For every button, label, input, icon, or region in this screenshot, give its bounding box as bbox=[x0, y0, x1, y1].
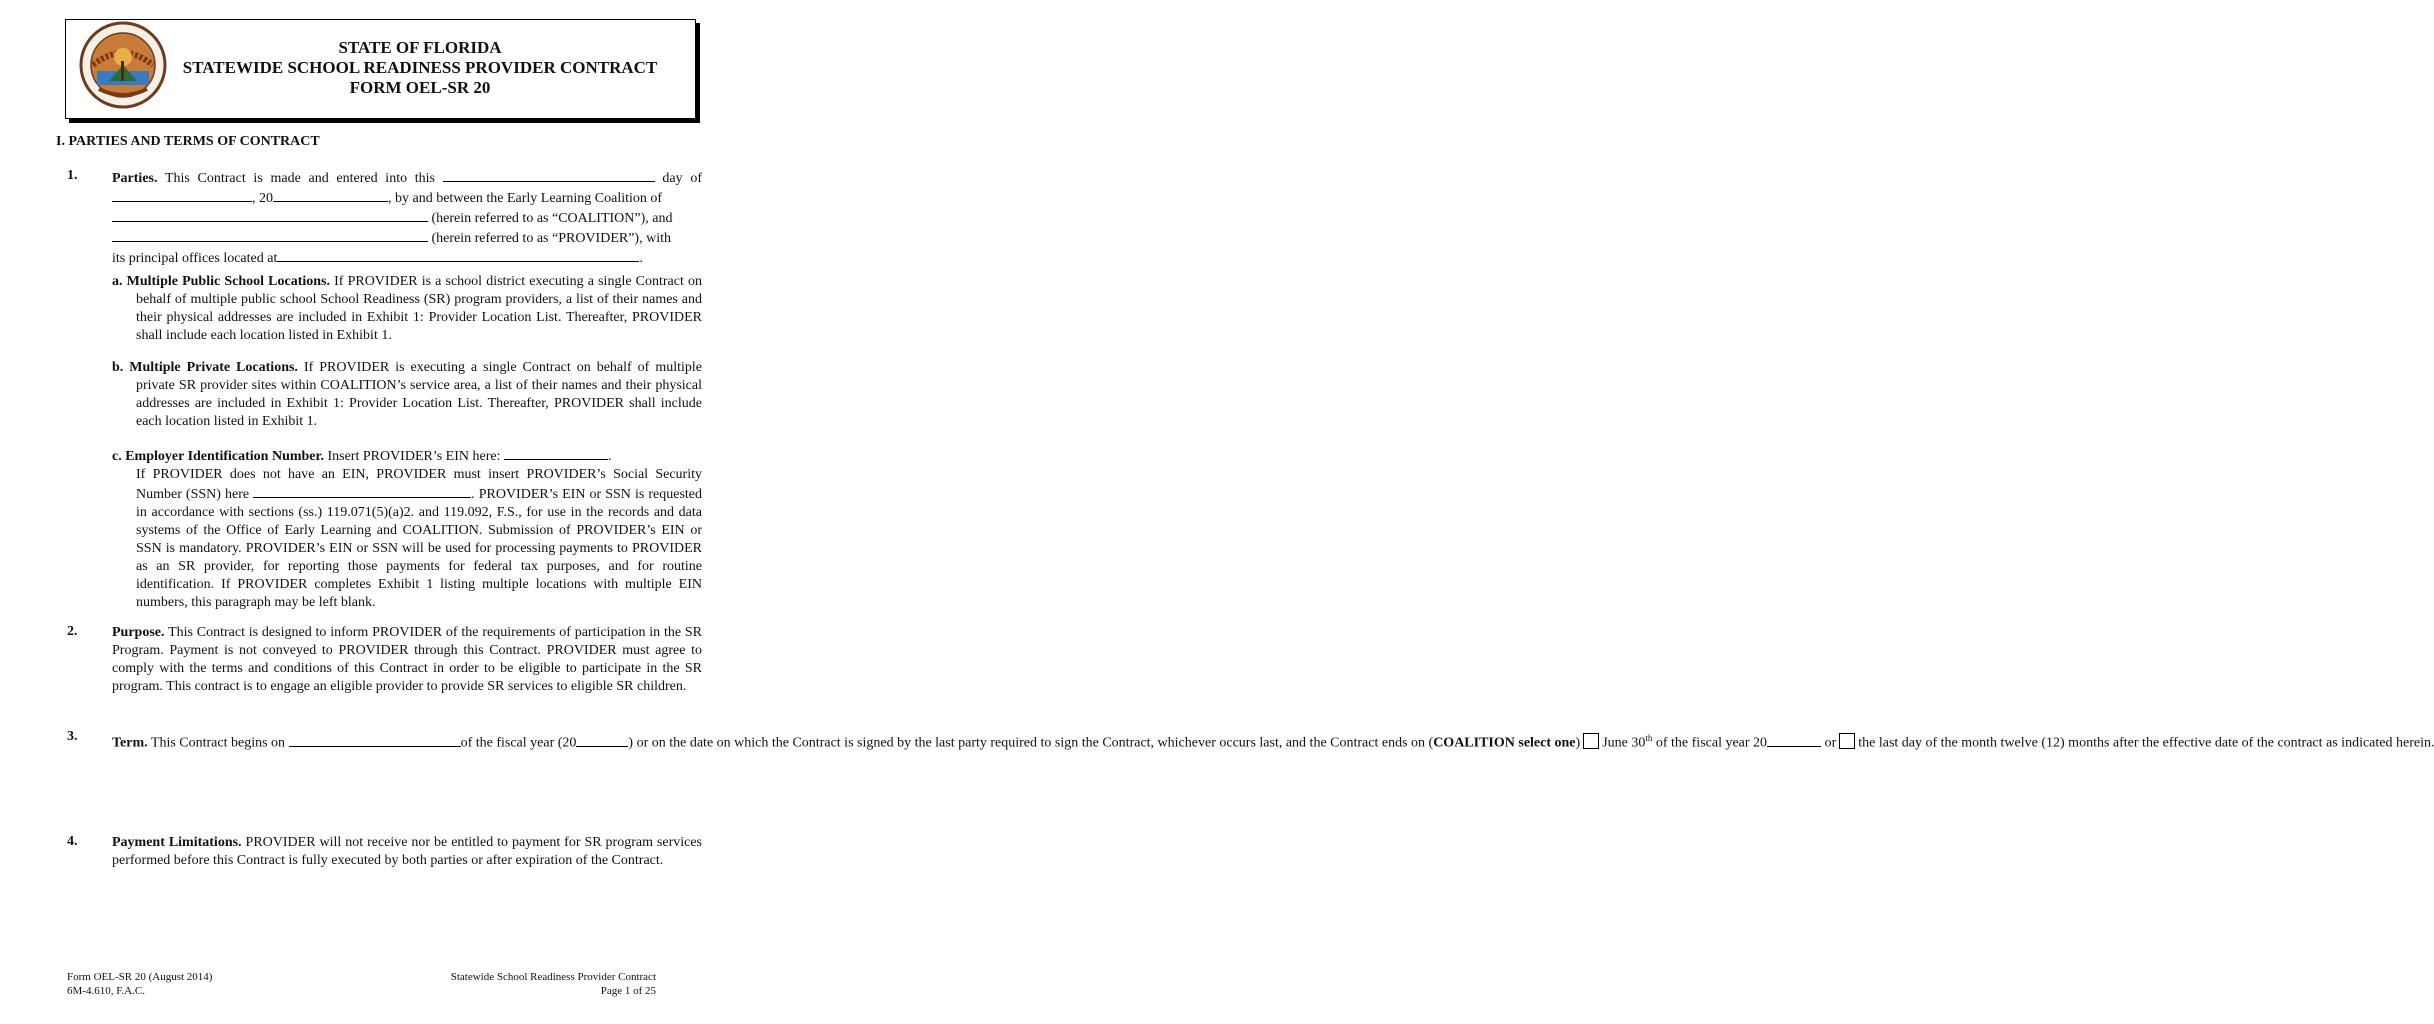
item-3-th: th bbox=[1645, 733, 1653, 743]
provider-name-field[interactable] bbox=[112, 228, 428, 242]
provider-address-field[interactable] bbox=[277, 248, 639, 262]
footer-page-number: Page 1 of 25 bbox=[600, 985, 656, 997]
item-3-term bbox=[112, 729, 2434, 753]
twelve-months-checkbox[interactable] bbox=[1839, 733, 1855, 749]
item-4-payment-limitations bbox=[112, 834, 702, 870]
contract-month-field[interactable] bbox=[112, 188, 252, 202]
header-line-1: STATE OF FLORIDA bbox=[338, 38, 502, 57]
item-1b-text: If PROVIDER is executing a single Contract on behalf of multiple private SR provider sites within COALITION’s service area, a list of their names and their physical addresses are included in Exhibit 1: Provider Location List. Thereafter, PROVIDER shall include each location listed in Exhibit 1. bbox=[136, 360, 702, 429]
item-1c-text-4: . PROVIDER’s EIN or SSN is requested in accordance with sections (ss.) 119.071(5)(a)2. and 119.092, F.S., for use in the records and data systems of the Office of Early Learning and COALITION. Submission of PROVIDER’s EIN or SSN is mandatory. PROVIDER’s EIN or SSN will be used for processing payments to PROVIDER as an SR provider, for reporting those payments for federal tax purposes, and for routine identification. If PROVIDER completes Exhibit 1 listing multiple locations with multiple EIN numbers, this paragraph may be left blank. bbox=[136, 487, 702, 610]
item-1-number: 1. bbox=[67, 168, 78, 183]
footer-left bbox=[67, 970, 212, 998]
item-3-text-3: ) or on the date on which the Contract is signed by the last party required to sign the Contract, whichever occurs last, and the Contract ends on ( bbox=[628, 735, 1434, 751]
item-3-text-8: or bbox=[1824, 735, 1837, 751]
contract-day-field[interactable] bbox=[443, 168, 655, 182]
item-2-purpose bbox=[112, 624, 702, 696]
item-1-text-5: (herein referred to as “COALITION”), and bbox=[431, 211, 673, 226]
footer-rule: 6M-4.610, F.A.C. bbox=[67, 985, 145, 997]
footer-form-id: Form OEL-SR 20 (August 2014) bbox=[67, 971, 213, 983]
item-1b-title: b. Multiple Private Locations. bbox=[112, 360, 298, 375]
item-1-text-6: (herein referred to as “PROVIDER”), with bbox=[431, 231, 671, 246]
item-3-text-7: of the fiscal year 20 bbox=[1655, 735, 1768, 751]
item-3-title: Term. bbox=[112, 735, 148, 751]
item-1a bbox=[112, 273, 702, 345]
section-heading: I. PARTIES AND TERMS OF CONTRACT bbox=[56, 134, 320, 149]
item-2-text: This Contract is designed to inform PROVIDER of the requirements of participation in the SR Program. Payment is not conveyed to PROVIDER through this Contract. PROVIDER must agree to comply with the terms and conditions of this Contract in order to be eligible to participate in the SR program. This contract is to engage an eligible provider to provide SR services to eligible SR children. bbox=[112, 625, 702, 694]
item-1-text-3: , 20 bbox=[252, 191, 273, 206]
header-title bbox=[150, 38, 690, 98]
ein-field[interactable] bbox=[504, 446, 608, 460]
item-3-june-30: June 30 bbox=[1602, 735, 1646, 751]
item-3-number: 3. bbox=[67, 729, 78, 744]
item-1c-text-1: Insert PROVIDER’s EIN here: bbox=[327, 449, 501, 464]
june-30-checkbox[interactable] bbox=[1583, 733, 1599, 749]
item-1a-text: If PROVIDER is a school district executing a single Contract on behalf of multiple public school School Readiness (SR) program providers, a list of their names and their physical addresses are included in Exhibit 1: Provider Location List. Thereafter, PROVIDER shall include each location listed in Exhibit 1. bbox=[136, 274, 703, 343]
item-1a-title: a. Multiple Public School Locations. bbox=[112, 274, 330, 289]
start-date-field[interactable] bbox=[289, 733, 461, 747]
ssn-field[interactable] bbox=[253, 484, 471, 498]
item-3-text-1: This Contract begins on bbox=[150, 735, 286, 751]
item-1-text-4: , by and between the Early Learning Coalition of bbox=[388, 191, 663, 206]
item-1c-title: c. Employer Identification Number. bbox=[112, 449, 324, 464]
fiscal-year-field[interactable] bbox=[576, 733, 628, 747]
item-1b bbox=[112, 359, 702, 431]
item-4-number: 4. bbox=[67, 834, 78, 849]
item-1-text-1: This Contract is made and entered into this bbox=[164, 171, 436, 186]
item-1-text-7: its principal offices located at bbox=[112, 251, 278, 266]
item-1c bbox=[112, 446, 702, 612]
item-4-text: PROVIDER will not receive nor be entitled to payment for SR program services performed before this Contract is fully executed by both parties or after expiration of the Contract. bbox=[112, 835, 703, 868]
item-3-text-2: of the fiscal year (20 bbox=[460, 735, 577, 751]
item-1c-text-3: If PROVIDER does not have an EIN, PROVIDER must insert PROVIDER’s Social Security Number (SSN) here bbox=[136, 467, 702, 502]
item-3-select-label: COALITION select one bbox=[1433, 735, 1576, 751]
coalition-name-field[interactable] bbox=[112, 208, 428, 222]
contract-year-field[interactable] bbox=[273, 188, 388, 202]
item-4-title: Payment Limitations. bbox=[112, 835, 242, 850]
header-line-2: STATEWIDE SCHOOL READINESS PROVIDER CONTRACT bbox=[182, 58, 658, 77]
item-2-number: 2. bbox=[67, 624, 78, 639]
item-3-text-9: the last day of the month twelve (12) months after the effective date of the contract as indicated herein. bbox=[1858, 735, 2434, 751]
item-1-text-2: day of bbox=[662, 171, 702, 186]
header-line-3: FORM OEL-SR 20 bbox=[349, 78, 491, 97]
item-1-title: Parties. bbox=[112, 171, 158, 186]
item-1c-text-2: . bbox=[607, 449, 612, 464]
item-1-text-8: . bbox=[639, 251, 643, 266]
item-3-text-5: ) bbox=[1575, 735, 1581, 751]
footer-doc-title: Statewide School Readiness Provider Contract bbox=[450, 971, 656, 983]
item-2-title: Purpose. bbox=[112, 625, 165, 640]
end-fiscal-year-field[interactable] bbox=[1767, 733, 1821, 747]
item-1-parties bbox=[112, 168, 702, 268]
footer-right bbox=[451, 970, 656, 998]
